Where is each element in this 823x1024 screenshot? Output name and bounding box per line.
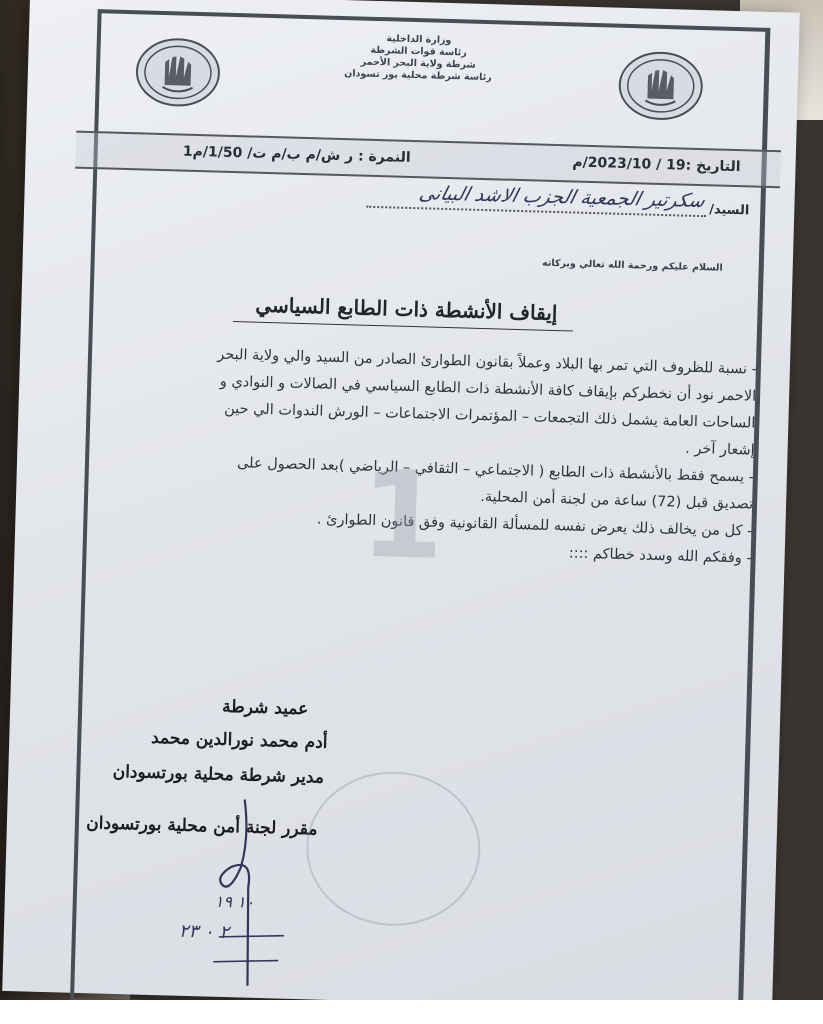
body-line: - نسبة للظروف التي تمر بها البلاد وعملاً بقانون الطوارئ الصادر من السيد والي ولاية البحر [217,346,758,378]
handwritten-date-year: ٢ ٠ ٢٣ [178,920,230,944]
body-line: الاحمر نود أن نخطركم بإيقاف كافة الأنشطة ذات الطابع السياسي في الصالات و النوادي و [219,373,757,405]
body-line: - يسمح فقط بالأنشطة ذات الطابع ( الاجتماعي – الثقافي – الرياضي )بعد الحصول على [236,455,755,486]
body-line: - كل من يخالف ذلك يعرض نفسه للمسألة القانونية وفق قانون الطوارئ . [316,511,753,540]
letterhead-line: رئاسة شرطة محلية بور تسودان [344,68,492,84]
handwritten-date-day-month: ١٠ ١٩ [214,891,255,912]
signatory-committee-title: مقرر لجنة أمن محلية بورتسودان [86,813,318,840]
police-emblem-left [134,36,222,108]
letter-paper [2,0,800,1012]
addressee-handwritten-name: سكرتير الجمعية الجزب الاشد البيانى [416,182,708,213]
greeting: السلام عليكم ورحمة الله تعالي وبركاته [541,257,723,274]
body-line: الساحات العامة يشمل ذلك التجمعات – المؤتمرات الاجتماعات – الورش الندوات الي حين [223,400,756,432]
signatory-title: مدير شرطة محلية بورتسودان [112,761,325,788]
body-line: - وفقكم الله وسدد خطاكم :::: [568,545,752,567]
letterhead [328,32,509,85]
body-line: تصديق قبل (72) ساعة من لجنة أمن المحلية. [479,489,754,513]
signatory-name: أدم محمد نورالدين محمد [150,727,328,753]
body-line: إشعار آخر . [684,440,755,459]
subject-heading: إيقاف الأنشطة ذات الطابع السياسي [255,292,558,326]
letter-date: التاريخ :19 / 2023/10/م [572,154,741,176]
police-emblem-right [617,50,705,122]
letterhead-line: شرطة ولاية البحر الأحمر [360,56,476,71]
letterhead-line: رئاسة قوات الشرطة [370,44,467,59]
background-bottom-strip [0,1000,823,1024]
reference-number: النمرة : ر ش/م ب/م ت/ 1/50/م1 [182,143,411,166]
signatory-rank: عميد شرطة [221,696,309,720]
addressee-label: السيد/ [708,202,750,219]
letterhead-line: وزارة الداخلية [386,33,452,47]
faded-page-number-stamp: 1 [358,445,447,587]
